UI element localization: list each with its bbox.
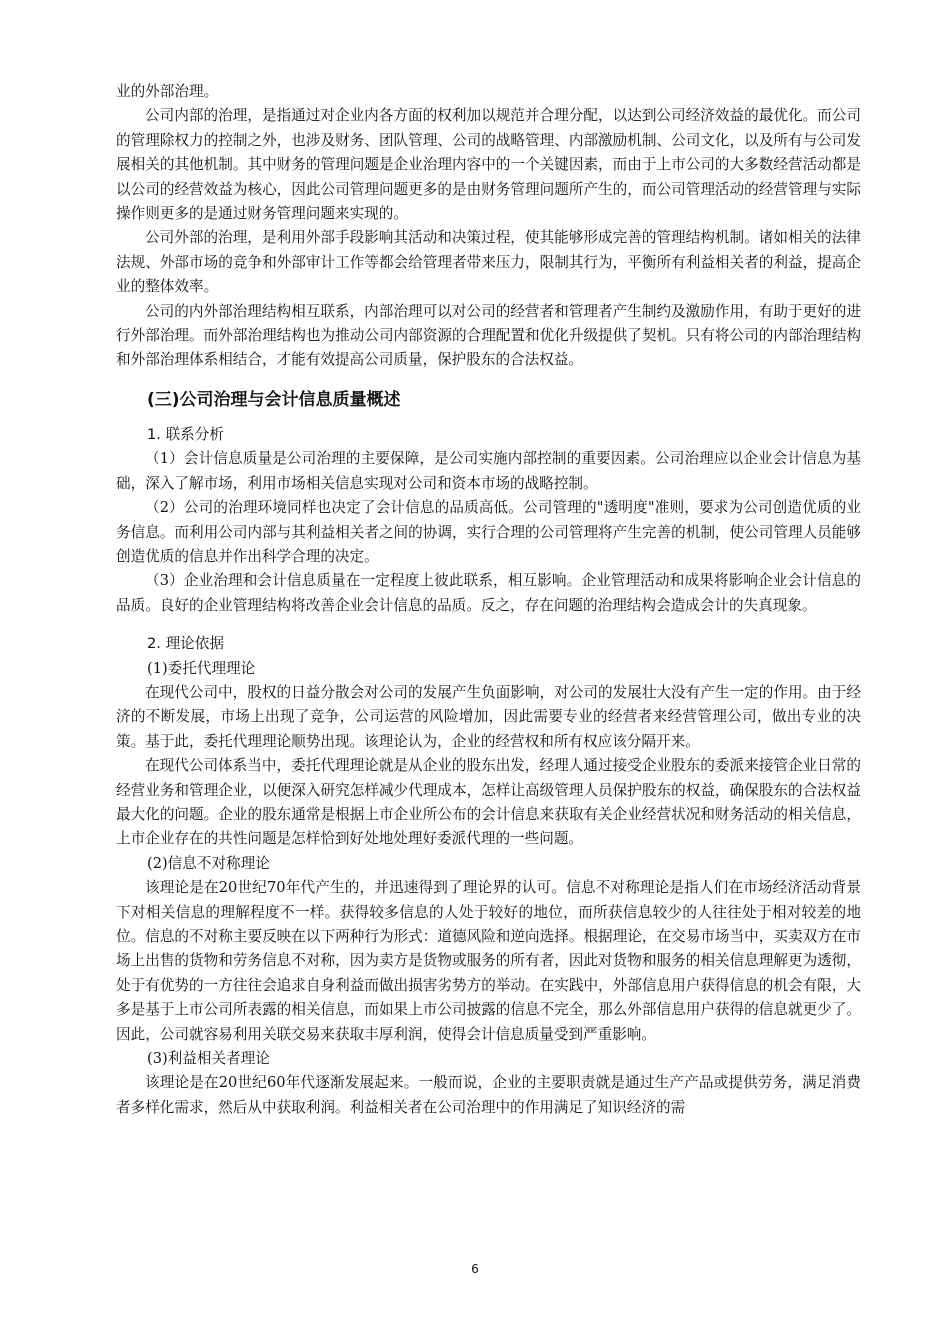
relation-point-2: （2）公司的治理环境同样也决定了会计信息的品质高低。公司管理的"透明度"准则，要求为公司创造优质的业务信息。而利用公司内部与其利益相关者之间的协调，实行合理的公司管理将产生完善的机制，使公司管理人员能够创造优质的信息并作出科学合理的决定。 xyxy=(116,499,861,565)
subsection-heading-relation: 1. 联系分析 xyxy=(147,425,224,443)
relation-point-3: （3）企业治理和会计信息质量在一定程度上彼此联系，相互影响。企业管理活动和成果将影响企业会计信息的品质。良好的企业管理结构将改善企业会计信息的品质。反之，存在问题的治理结构会造成会计的失真现象。 xyxy=(116,572,861,614)
page-body xyxy=(116,80,861,1120)
subsection-heading-theory: 2. 理论依据 xyxy=(147,635,224,653)
theory-heading-information-asymmetry: (2)信息不对称理论 xyxy=(147,854,270,872)
section-heading: (三)公司治理与会计信息质量概述 xyxy=(147,389,401,410)
paragraph-continuation: 业的外部治理。 xyxy=(116,83,219,100)
stakeholder-paragraph: 该理论是在20世纪60年代逐渐发展起来。一般而说，企业的主要职责就是通过生产产品或提供劳务，满足消费者多样化需求，然后从中获取利润。利益相关者在公司治理中的作用满足了知识经济的需 xyxy=(116,1074,861,1116)
principal-agent-paragraph-2: 在现代公司体系当中，委托代理理论就是从企业的股东出发，经理人通过接受企业股东的委派来接管企业日常的经营业务和管理企业，以便深入研究怎样减少代理成本，怎样让高级管理人员保护股东的权益，确保股东的合法权益最大化的问题。企业的股东通常是根据上市企业所公布的会计信息来获取有关企业经营状况和财务活动的相关信息，上市企业存在的共性问题是怎样恰到好处地处理好委派代理的一些问题。 xyxy=(116,757,861,848)
theory-heading-stakeholder: (3)利益相关者理论 xyxy=(147,1050,270,1068)
paragraph-external-governance: 公司外部的治理，是利用外部手段影响其活动和决策过程，使其能够形成完善的管理结构机制。诸如相关的法律法规、外部市场的竞争和外部审计工作等都会给管理者带来压力，限制其行为，平衡所有利益相关者的利益，提高企业的整体效率。 xyxy=(116,229,861,296)
page-number: 6 xyxy=(471,1262,479,1276)
paragraph-governance-relation: 公司的内外部治理结构相互联系，内部治理可以对公司的经营者和管理者产生制约及激励作用，有助于更好的进行外部治理。而外部治理结构也为推动公司内部资源的合理配置和优化升级提供了契机。只有将公司的内部治理结构和外部治理体系相结合，才能有效提高公司质量，保护股东的合法权益。 xyxy=(116,302,861,369)
paragraph-internal-governance: 公司内部的治理，是指通过对企业内各方面的权利加以规范并合理分配，以达到公司经济效益的最优化。而公司的管理除权力的控制之外，也涉及财务、团队管理、公司的战略管理、内部激励机制、公司文化，以及所有与公司发展相关的其他机制。其中财务的管理问题是企业治理内容中的一个关键因素，而由于上市公司的大多数经营活动都是以公司的经营效益为核心，因此公司管理问题更多的是由财务管理问题所产生的，而公司管理活动的经营管理与实际操作则更多的是通过财务管理问题来实现的。 xyxy=(116,107,861,223)
relation-point-1: （1）会计信息质量是公司治理的主要保障，是公司实施内部控制的重要因素。公司治理应以企业会计信息为基础，深入了解市场，利用市场相关信息实现对公司和资本市场的战略控制。 xyxy=(116,450,861,492)
information-asymmetry-paragraph: 该理论是在20世纪70年代产生的，并迅速得到了理论界的认可。信息不对称理论是指人们在市场经济活动背景下对相关信息的理解程度不一样。获得较多信息的人处于较好的地位，而所获信息较少的人往往处于相对较差的地位。信息的不对称主要反映在以下两种行为形式：道德风险和逆向选择。根据理论，在交易市场当中，买卖双方在市场上出售的货物和劳务信息不对称，因为卖方是货物或服务的所有者，因此对货物和服务的相关信息理解更为透彻，处于有优势的一方往往会追求自身利益而做出损害劣势方的举动。在实践中，外部信息用户获得信息的机会有限，大多是基于上市公司所表露的相关信息，而如果上市公司披露的信息不完全，那么外部信息用户获得的信息就更少了。因此，公司就容易利用关联交易来获取丰厚利润，使得会计信息质量受到严重影响。 xyxy=(116,879,861,1043)
theory-heading-principal-agent: (1)委托代理理论 xyxy=(147,659,256,677)
principal-agent-paragraph-1: 在现代公司中，股权的日益分散会对公司的发展产生负面影响，对公司的发展壮大没有产生一定的作用。由于经济的不断发展，市场上出现了竞争，公司运营的风险增加，因此需要专业的经营者来经营管理公司，做出专业的决策。基于此，委托代理理论顺势出现。该理论认为，企业的经营权和所有权应该分隔开来。 xyxy=(116,683,861,750)
